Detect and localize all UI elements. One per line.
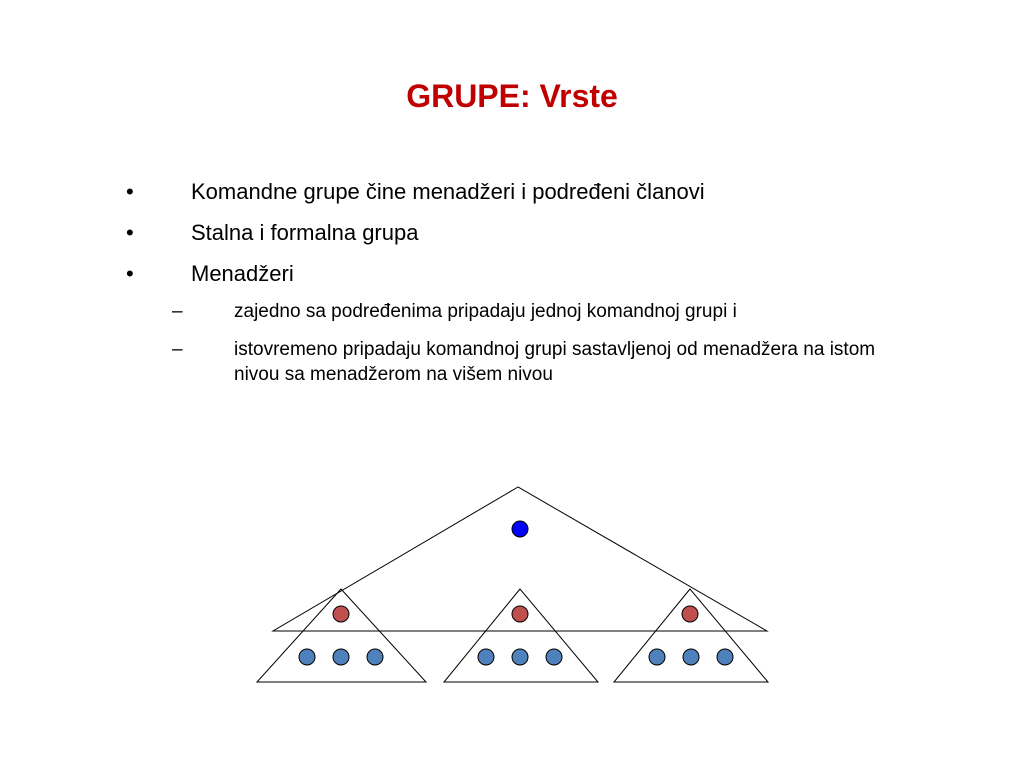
- member-node: [512, 649, 528, 665]
- top-manager-node: [512, 521, 528, 537]
- sub-bullet-marker: –: [172, 339, 183, 360]
- manager-node-left: [333, 606, 349, 622]
- bullet-marker: •: [126, 261, 134, 286]
- member-node: [649, 649, 665, 665]
- bullet-marker: •: [126, 179, 134, 204]
- member-node: [478, 649, 494, 665]
- sub-bullet-marker: –: [172, 301, 183, 322]
- member-node: [299, 649, 315, 665]
- group-triangle-left: [257, 589, 426, 682]
- bullet-marker: •: [126, 220, 134, 245]
- group-triangle-right: [614, 589, 768, 682]
- group-triangle-center: [444, 589, 598, 682]
- bullet-text: Stalna i formalna grupa: [191, 220, 419, 245]
- manager-node-center: [512, 606, 528, 622]
- member-node: [717, 649, 733, 665]
- sub-bullet-text: zajedno sa podređenima pripadaju jednoj komandnoj grupi i: [234, 301, 737, 322]
- slide-title: GRUPE: Vrste: [406, 78, 618, 114]
- member-node: [546, 649, 562, 665]
- bullet-text: Komandne grupe čine menadžeri i podređeni članovi: [191, 179, 705, 204]
- sub-bullet-text: istovremeno pripadaju komandnoj grupi sastavljenoj od menadžera na istom nivou sa menadžerom na višem nivou: [234, 339, 876, 385]
- member-node: [367, 649, 383, 665]
- member-node: [333, 649, 349, 665]
- member-node: [683, 649, 699, 665]
- manager-node-right: [682, 606, 698, 622]
- bullet-text: Menadžeri: [191, 261, 294, 286]
